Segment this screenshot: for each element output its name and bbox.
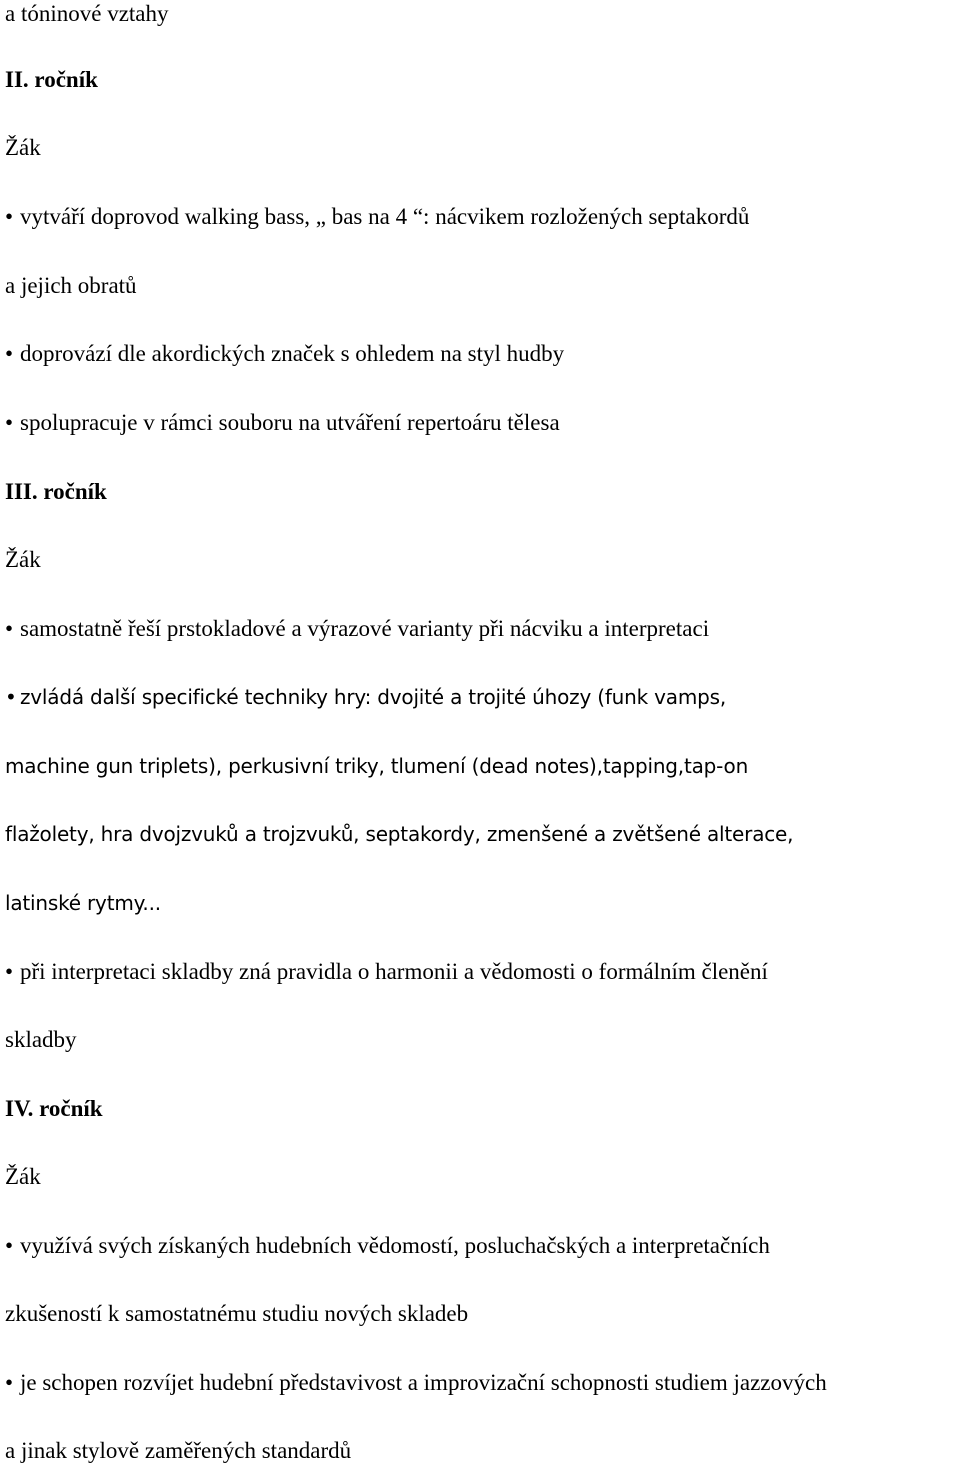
bullet-item: [5, 409, 560, 437]
bullet-item: [5, 615, 709, 643]
text-line: a tóninové vztahy: [5, 1, 169, 26]
subject-label: Žák: [5, 135, 41, 160]
bullet-item: [5, 1369, 827, 1397]
text-line: skladby: [5, 1027, 77, 1052]
text-line: a jejich obratů: [5, 273, 137, 298]
bullet-icon: •: [5, 1370, 14, 1395]
bullet-text: doprovází dle akordických značek s ohledem na styl hudby: [20, 341, 565, 366]
text-line: flažolety, hra dvojzvuků a trojzvuků, septakordy, zmenšené a zvětšené alterace,: [5, 822, 794, 846]
bullet-icon: •: [5, 616, 14, 641]
text-line: machine gun triplets), perkusivní triky, tlumení (dead notes),tapping,tap-on: [5, 754, 749, 778]
subject-label: Žák: [5, 1164, 41, 1189]
section-heading-year-2: II. ročník: [5, 67, 98, 92]
bullet-icon: •: [5, 1233, 14, 1258]
text-line: latinské rytmy...: [5, 891, 161, 915]
text-line: zkušeností k samostatnému studiu nových skladeb: [5, 1301, 469, 1326]
bullet-icon: •: [5, 204, 14, 229]
bullet-icon: •: [5, 959, 14, 984]
bullet-icon: •: [5, 410, 14, 435]
bullet-item: [5, 340, 564, 368]
text-line: a jinak stylově zaměřených standardů: [5, 1438, 352, 1463]
bullet-text: využívá svých získaných hudebních vědomostí, posluchačských a interpretačních: [20, 1233, 770, 1258]
bullet-text: zvládá další specifické techniky hry: dvojité a trojité úhozy (funk vamps,: [20, 685, 727, 709]
bullet-icon: •: [5, 685, 17, 709]
bullet-item: [5, 203, 749, 231]
section-heading-year-3: III. ročník: [5, 479, 107, 504]
bullet-text: vytváří doprovod walking bass, „ bas na 4 “: nácvikem rozložených septakordů: [20, 204, 750, 229]
bullet-text: při interpretaci skladby zná pravidla o harmonii a vědomosti o formálním členění: [20, 959, 768, 984]
subject-label: Žák: [5, 547, 41, 572]
bullet-text: samostatně řeší prstokladové a výrazové varianty při nácviku a interpretaci: [20, 616, 710, 641]
section-heading-year-4: IV. ročník: [5, 1096, 103, 1121]
bullet-item: [5, 683, 726, 711]
bullet-item: [5, 958, 768, 986]
bullet-text: je schopen rozvíjet hudební představivost a improvizační schopnosti studiem jazzových: [20, 1370, 827, 1395]
bullet-text: spolupracuje v rámci souboru na utváření repertoáru tělesa: [20, 410, 560, 435]
bullet-icon: •: [5, 341, 14, 366]
bullet-item: [5, 1232, 770, 1260]
